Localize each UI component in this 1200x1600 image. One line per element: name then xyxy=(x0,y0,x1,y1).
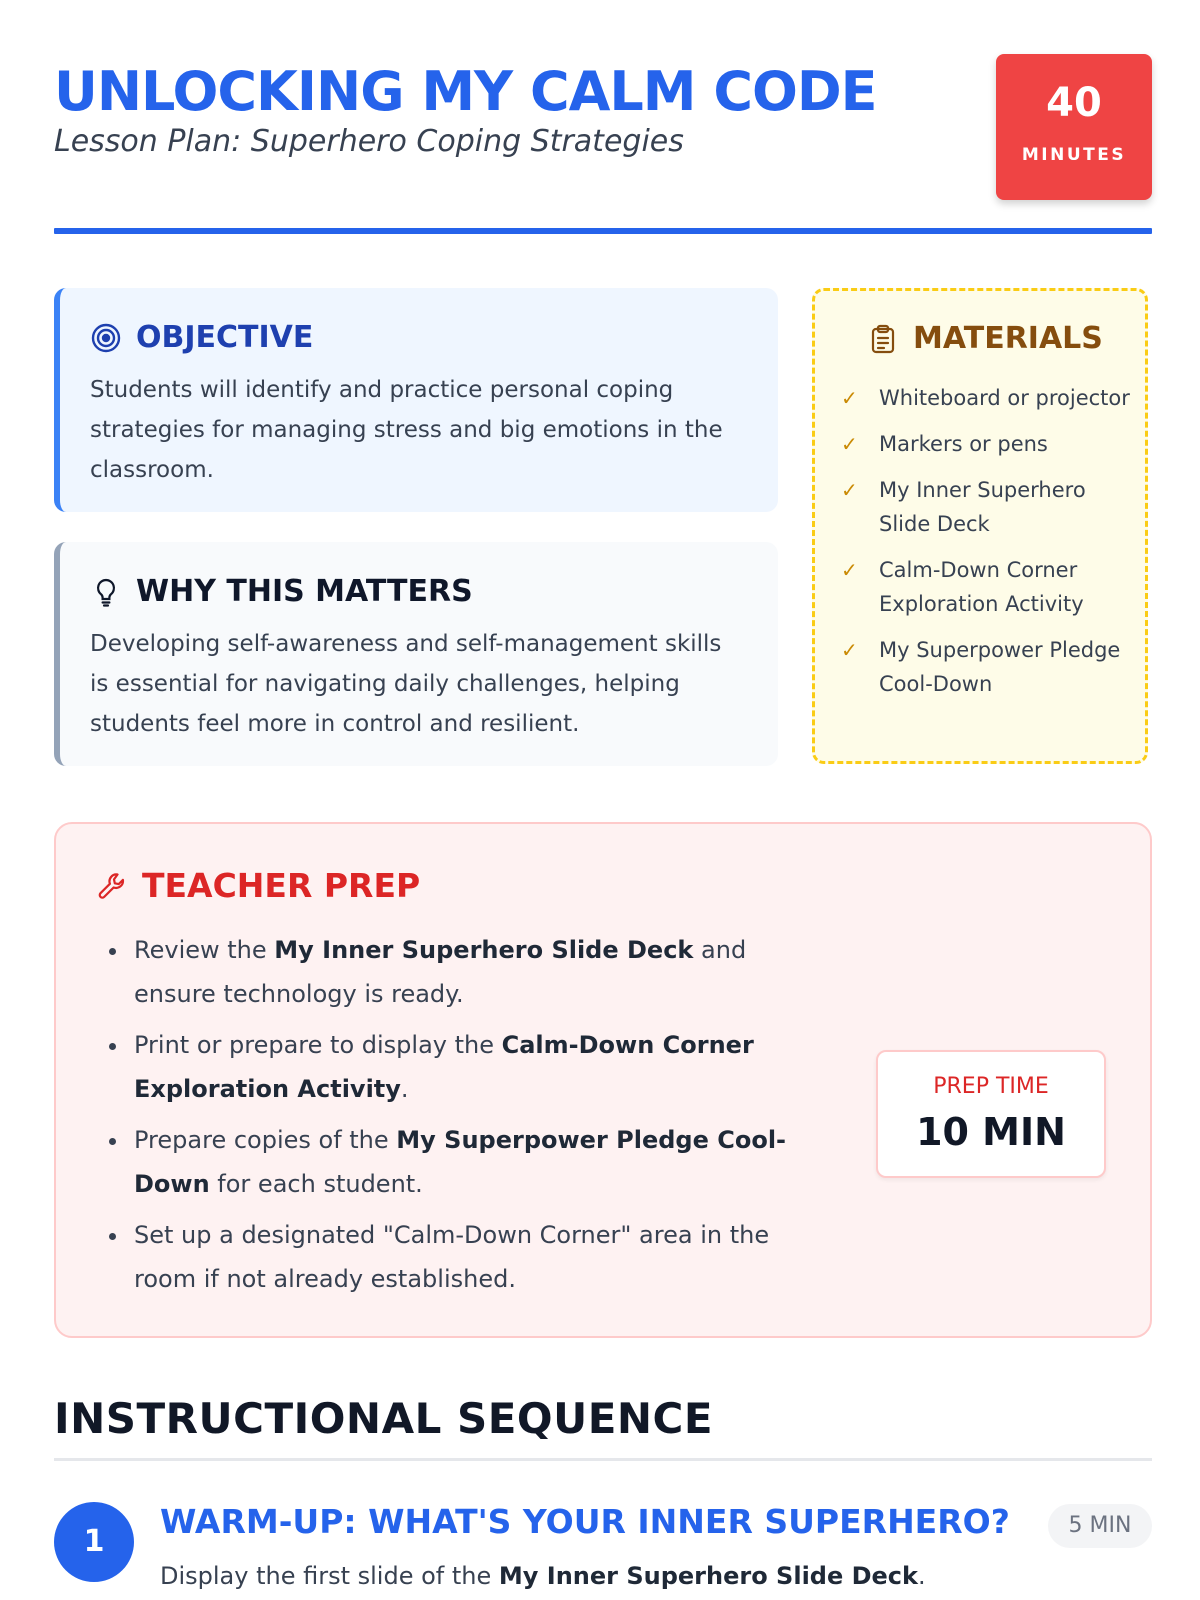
page-subtitle: Lesson Plan: Superhero Coping Strategies xyxy=(54,124,684,159)
objective-text: Students will identify and practice personal coping strategies for managing stress and big emotions in the classroom. xyxy=(90,377,723,483)
why-heading xyxy=(90,574,473,609)
list-item: ✓ My Superpower Pledge Cool-Down xyxy=(841,633,1131,701)
list-item: • Prepare copies of the My Superpower Pledge Cool-Down for each student. xyxy=(130,1118,830,1206)
materials-list xyxy=(841,381,1131,713)
objective-heading xyxy=(90,320,313,355)
prep-title: TEACHER PREP xyxy=(142,866,421,905)
step-title: WARM-UP: WHAT'S YOUR INNER SUPERHERO? xyxy=(160,1502,1010,1541)
materials-card xyxy=(812,288,1148,764)
why-text: Developing self-awareness and self-management skills is essential for navigating daily challenges, helping students feel more in control and resilient. xyxy=(90,631,722,737)
check-icon: ✓ xyxy=(841,638,858,662)
prep-time-box xyxy=(876,1050,1106,1178)
why-title: WHY THIS MATTERS xyxy=(136,574,473,609)
duration-value: 40 xyxy=(1046,80,1102,126)
list-item: • Set up a designated "Calm-Down Corner" area in the room if not already established. xyxy=(130,1213,830,1301)
objective-title: OBJECTIVE xyxy=(136,320,314,355)
sequence-heading: INSTRUCTIONAL SEQUENCE xyxy=(54,1394,714,1443)
clipboard-icon xyxy=(867,323,899,355)
target-icon xyxy=(90,322,122,354)
prep-time-label: PREP TIME xyxy=(933,1074,1049,1099)
list-item: ✓ My Inner Superhero Slide Deck xyxy=(841,473,1131,541)
page-title: UNLOCKING MY CALM CODE xyxy=(54,60,877,123)
materials-title: MATERIALS xyxy=(913,321,1103,356)
prep-list xyxy=(130,928,830,1308)
step-number: 1 xyxy=(54,1502,134,1582)
lightbulb-icon xyxy=(90,576,122,608)
list-item: ✓ Whiteboard or projector xyxy=(841,381,1131,415)
duration-unit: MINUTES xyxy=(1021,145,1127,165)
why-card xyxy=(54,542,778,766)
duration-badge xyxy=(996,54,1152,200)
check-icon: ✓ xyxy=(841,478,858,502)
teacher-prep-card xyxy=(54,822,1152,1338)
list-item: ✓ Calm-Down Corner Exploration Activity xyxy=(841,553,1131,621)
step-time-badge: 5 MIN xyxy=(1048,1504,1152,1548)
check-icon: ✓ xyxy=(841,558,858,582)
check-icon: ✓ xyxy=(841,432,858,456)
prep-time-value: 10 MIN xyxy=(916,1110,1066,1154)
step-description: Display the first slide of the My Inner Superhero Slide Deck. xyxy=(160,1562,926,1590)
wrench-icon xyxy=(96,870,128,902)
check-icon: ✓ xyxy=(841,386,858,410)
materials-heading xyxy=(867,321,1103,356)
objective-card xyxy=(54,288,778,512)
lesson-plan-page xyxy=(54,0,1152,1600)
list-item: ✓ Markers or pens xyxy=(841,427,1131,461)
header-divider xyxy=(54,228,1152,234)
list-item: • Print or prepare to display the Calm-Down Corner Exploration Activity. xyxy=(130,1023,830,1111)
header xyxy=(54,52,1152,202)
sequence-divider xyxy=(54,1458,1152,1461)
prep-heading xyxy=(96,866,420,905)
list-item: • Review the My Inner Superhero Slide Deck and ensure technology is ready. xyxy=(130,928,830,1016)
